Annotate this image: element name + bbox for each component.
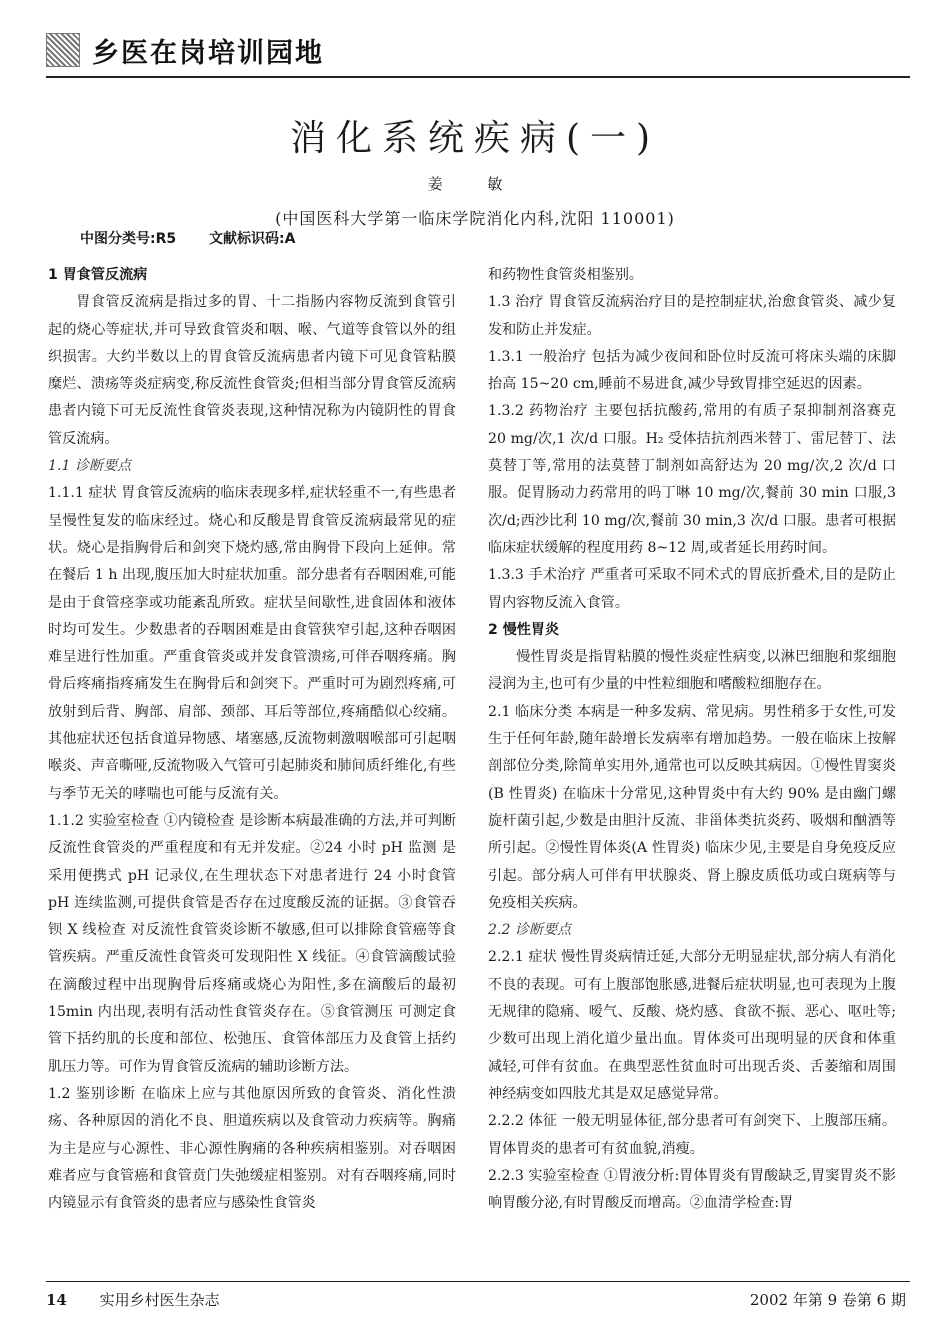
page-number: 14 [46, 1291, 67, 1309]
paragraph: 慢性胃炎是指胃粘膜的慢性炎症性病变,以淋巴细胞和浆细胞浸润为主,也可有少量的中性粒细胞和嗜酸粒细胞存在。 [488, 649, 896, 693]
paragraph: 胃食管反流病是指过多的胃、十二指肠内容物反流到食管引起的烧心等症状,并可导致食管炎和咽、喉、气道等食管以外的组织损害。大约半数以上的胃食管反流病患者内镜下可见食管粘膜糜烂、溃疡等炎症病变,称反流性食管炎;但相当部分胃食管反流病患者内镜下可无反流性食管炎表现,这种情况称为内镜阴性的胃食管反流病。 [48, 294, 456, 447]
title-block [0, 110, 950, 229]
classification: 中图分类号:R5 [80, 231, 177, 247]
footer-rule [46, 1281, 910, 1282]
issue-info: 2002 年第 9 卷第 6 期 [749, 1291, 906, 1309]
paragraph: 2.2.1 症状 慢性胃炎病情迁延,大部分无明显症状,部分病人有消化不良的表现。可有上腹部饱胀感,进餐后症状明显,也可表现为上腹无规律的隐痛、嗳气、反酸、烧灼感、食欲不振、恶心、呕吐等;少数可出现上消化道少量出血。胃体炎可出现明显的厌食和体重减轻,可伴有贫血。在典型恶性贫血时可出现舌炎、舌萎缩和周围神经病变如四肢尤其是双足感觉异常。 [488, 949, 896, 1102]
affiliation: (中国医科大学第一临床学院消化内科,沈阳 110001) [275, 209, 675, 228]
paragraph: 1.3.1 一般治疗 包括为减少夜间和卧位时反流可将床头端的床脚抬高 15~20 cm,睡前不易进食,减少导致胃排空延迟的因素。 [488, 348, 896, 393]
paragraph: 2.2.2 体征 一般无明显体征,部分患者可有剑突下、上腹部压痛。胃体胃炎的患者可有贫血貌,消瘦。 [488, 1113, 896, 1157]
doc-code: 文献标识码:A [209, 231, 296, 247]
paragraph: 1.3 治疗 胃食管反流病治疗目的是控制症状,治愈食管炎、减少复发和防止并发症。 [488, 294, 896, 338]
paragraph: 和药物性食管炎相鉴别。 [488, 267, 644, 283]
footer [46, 1289, 906, 1310]
paragraph: 1.1.2 实验室检查 ①内镜检查 是诊断本病最准确的方法,并可判断反流性食管炎的严重程度和有无并发症。②24 小时 pH 监测 是采用便携式 pH 记录仪,在生理状态下对患者进行 24 小时食管 pH 连续监测,可提供食管是否存在过度酸反流的证据。③食管吞钡 X 线检查 对反流性食管炎诊断不敏感,但可以排除食管癌等食管疾病。严重反流性食管炎可发现阳性 X 线征。④食管滴酸试验 在滴酸过程中出现胸骨后疼痛或烧心为阳性,多在滴酸后的最初 15min 内出现,表明有活动性食管炎存在。⑤食管测压 可测定食管下括约肌的长度和部位、松弛压、食管体部压力及食管上括约肌压力等。可作为胃食管反流病的辅助诊断方法。 [48, 812, 456, 1075]
footer-left [46, 1289, 220, 1310]
section-heading: 2 慢性胃炎 [488, 621, 560, 638]
right-column [488, 262, 896, 1217]
paragraph: 1.2 鉴别诊断 在临床上应与其他原因所致的食管炎、消化性溃疡、各种原因的消化不良、胆道疾病以及食管动力疾病等。胸痛为主是应与心源性、非心源性胸痛的各种疾病相鉴别。对吞咽困难者应与食管癌和食管贲门失弛缓症相鉴别。对有吞咽疼痛,同时内镜显示有食管炎的患者应与感染性食管炎 [48, 1085, 456, 1212]
paragraph: 1.1.1 症状 胃食管反流病的临床表现多样,症状轻重不一,有些患者呈慢性复发的临床经过。烧心和反酸是胃食管反流病最常见的症状。烧心是指胸骨后和剑突下烧灼感,常由胸骨下段向上延伸。常在餐后 1 h 出现,腹压加大时症状加重。部分患者有吞咽困难,可能是由于食管痉挛或功能紊乱所致。症状呈间歇性,进食固体和液体时均可发生。少数患者的吞咽困难是由食管狭窄引起,这种吞咽困难呈进行性加重。严重食管炎或并发食管溃疡,可伴吞咽疼痛。胸骨后疼痛指疼痛发生在胸骨后和剑突下。严重时可为剧烈疼痛,可放射到后背、胸部、肩部、颈部、耳后等部位,疼痛酷似心绞痛。其他症状还包括食道异物感、堵塞感,反流物刺激咽喉部可引起咽喉炎、声音嘶哑,反流物吸入气管可引起肺炎和肺间质纤维化,有些与季节无关的哮喘也可能与反流有关。 [48, 485, 456, 802]
section-marker-icon [46, 33, 80, 67]
section-heading: 1 胃食管反流病 [48, 267, 148, 283]
article-title: 消化系统疾病(一) [289, 118, 661, 159]
paragraph: 2.2.3 实验室检查 ①胃液分析:胃体胃炎有胃酸缺乏,胃窦胃炎不影响胃酸分泌,有时胃酸反而增高。②血清学检查:胃 [488, 1167, 896, 1212]
left-column [48, 262, 456, 1217]
journal-name: 实用乡村医生杂志 [99, 1291, 220, 1309]
paragraph: 1.3.2 药物治疗 主要包括抗酸药,常用的有质子泵抑制剂洛赛克 20 mg/次,1 次/d 口服。H₂ 受体拮抗剂西米替丁、雷尼替丁、法莫替丁等,常用的法莫替丁制剂如高舒达为 20 mg/次,2 次/d 口服。促胃肠动力药常用的吗丁啉 10 mg/次,餐前 30 min 口服,3 次/d;西沙比利 10 mg/次,餐前 30 min,3 次/d 口服。患者可根据临床症状缓解的程度用药 8~12 周,或者延长用药时间。 [488, 403, 896, 556]
subsection-heading: 2.2 诊断要点 [488, 922, 572, 939]
section-header [46, 32, 324, 68]
paragraph: 1.3.3 手术治疗 严重者可采取不同术式的胃底折叠术,目的是防止胃内容物反流入食管。 [488, 567, 896, 611]
author: 姜 敏 [427, 175, 523, 193]
paragraph: 2.1 临床分类 本病是一种多发病、常见病。男性稍多于女性,可发生于任何年龄,随年龄增长发病率有增加趋势。一般在临床上按解剖部位分类,除简单实用外,通常也可以反映其病因。①慢性胃窦炎(B 性胃炎) 在临床十分常见,这种胃炎中有大约 90% 是由幽门螺旋杆菌引起,少数是由胆汁反流、非甾体类抗炎药、吸烟和酗酒等所引起。②慢性胃体炎(A 性胃炎) 临床少见,主要是自身免疫反应引起。部分病人可伴有甲状腺炎、肾上腺皮质低功或白斑病等与免疫相关疾病。 [488, 703, 896, 911]
subsection-heading: 1.1 诊断要点 [48, 458, 132, 475]
section-title: 乡医在岗培训园地 [92, 37, 324, 69]
article-meta [80, 228, 323, 248]
header-rule [46, 76, 910, 78]
